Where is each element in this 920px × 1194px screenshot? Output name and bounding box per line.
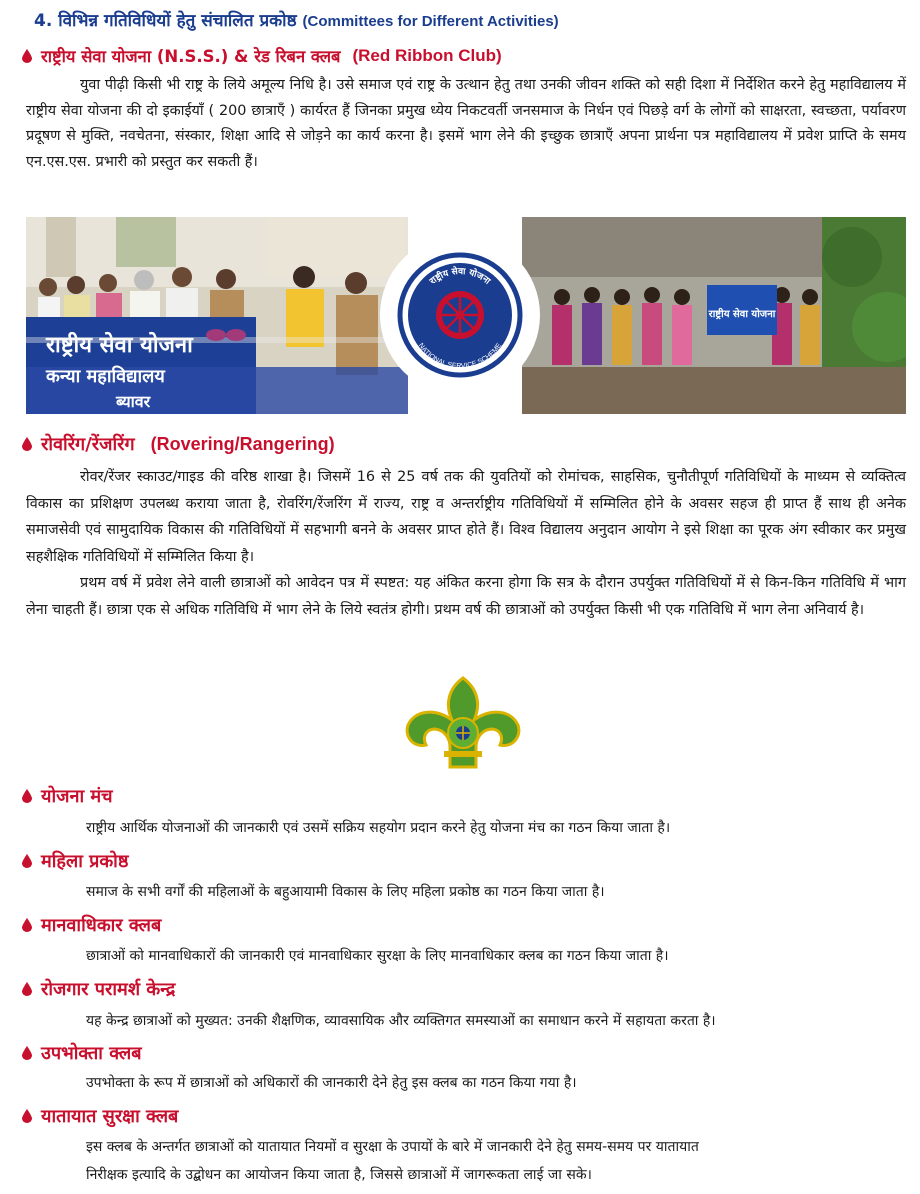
bullet-drop-icon — [22, 49, 32, 63]
banner-left-text-3: ब्यावर — [116, 392, 151, 411]
logo-text-bottom: NATIONAL SERVICE SCHEME — [416, 342, 504, 371]
bullet-drop-icon — [22, 854, 32, 868]
section-yatayat-suraksha-text-1: इस क्लब के अन्तर्गत छात्राओं को यातायात नियमों व सुरक्षा के उपायों के बारे में जानकारी देने हेतु समय-समय पर यातायात — [86, 1139, 699, 1155]
section-mahila-prakoshth-text: समाज के सभी वर्गों की महिलाओं के बहुआयामी विकास के लिए महिला प्रकोष्ठ का गठन किया जाता है। — [86, 884, 605, 900]
bullet-drop-icon — [22, 1046, 32, 1060]
bullet-drop-icon — [22, 918, 32, 932]
nss-photo-left — [26, 217, 408, 414]
section-manavadhikar-club-heading: मानवाधिकार क्लब — [22, 913, 161, 937]
section-yatayat-suraksha-text-2: निरीक्षक इत्यादि के उद्बोधन का आयोजन किया जाता है, जिससे छात्राओं में जागरूकता लाई जा सके। — [86, 1167, 592, 1183]
section-mahila-prakoshth-heading: महिला प्रकोष्ठ — [22, 849, 128, 873]
nss-photo-right — [522, 217, 906, 414]
banner-left-text-1: राष्ट्रीय सेवा योजना — [46, 333, 193, 358]
nss-heading — [22, 44, 502, 67]
page-title-hindi: 4. विभिन्न गतिविधियों हेतु संचालित प्रकोष्ठ — [34, 11, 297, 31]
section-rozgar-paramarsh-heading: रोजगार परामर्श केन्द्र — [22, 977, 175, 1001]
section-upbhokta-club-text: उपभोक्ता के रूप में छात्राओं को अधिकारों की जानकारी देने हेतु इस क्लब का गठन किया गया है। — [86, 1075, 577, 1091]
bullet-drop-icon — [22, 789, 32, 803]
logo-text-top: राष्ट्रीय सेवा योजना — [428, 266, 492, 287]
section-upbhokta-club-heading: उपभोक्ता क्लब — [22, 1041, 142, 1065]
section-rozgar-paramarsh-text: यह केन्द्र छात्राओं को मुख्यत: उनकी शैक्षणिक, व्यावसायिक और व्यक्तिगत समस्याओं का समाधान करने में सहायता करता है। — [86, 1013, 716, 1029]
section-manavadhikar-club-text: छात्राओं को मानवाधिकारों की जानकारी एवं मानवाधिकार सुरक्षा के लिए मानवाधिकार क्लब का गठन किया जाता है। — [86, 948, 669, 964]
rovering-heading-hindi: रोवरिंग/रेंजरिंग — [41, 434, 135, 455]
rovering-paragraph-2: प्रथम वर्ष में प्रवेश लेने वाली छात्राओं को आवेदन पत्र में स्पष्टत: यह अंकित करना होगा कि सत्र के दौरान उपर्युक्त गतिविधियों में से किन-किन गतिविधि में भाग लेना चाहती हैं। छात्रा एक से अधिक गतिविधि में भाग लेने के लिये स्वतंत्र होगी। प्रथम वर्ष की छात्राओं को उपर्युक्त किसी भी एक गतिविधि में भाग लेना अनिवार्य है। — [26, 575, 906, 618]
bullet-drop-icon — [22, 1109, 32, 1123]
nss-heading-hindi: राष्ट्रीय सेवा योजना (N.S.S.) & रेड रिबन क्लब — [41, 47, 341, 66]
page-title — [34, 8, 559, 31]
bullet-drop-icon — [22, 982, 32, 996]
rover-ranger-emblem — [400, 675, 526, 775]
banner-right-text: राष्ट्रीय सेवा योजना — [708, 309, 776, 320]
rovering-heading — [22, 432, 335, 456]
nss-logo — [369, 217, 551, 414]
section-yojana-manch-heading: योजना मंच — [22, 784, 113, 808]
nss-paragraph: युवा पीढ़ी किसी भी राष्ट्र के लिये अमूल्य निधि है। उसे समाज एवं राष्ट्र के उत्थान हेतु तथा उनकी जीवन शक्ति को सही दिशा में निर्देशित करने हेतु महाविद्यालय में राष्ट्रीय सेवा योजना की दो इकाईयाँ ( 200 छात्राएँ ) कार्यरत हैं जिनका प्रमुख ध्येय निकटवर्ती जनसमाज के निर्धन एवं पिछड़े वर्ग के लोगों को साक्षरता, स्वच्छता, पर्यावरण प्रदूषण से मुक्ति, नवचेतना, संस्कार, शिक्षा आदि से जोड़ने का कार्य करना है। इसमें भाग लेने की इच्छुक छात्राएँ अपना प्रार्थना पत्र महाविद्यालय में प्रवेश प्राप्ति के समय एन.एस.एस. प्रभारी को प्रस्तुत कर सकती हैं। — [26, 77, 906, 170]
rovering-heading-english: (Rovering/Rangering) — [150, 433, 335, 454]
banner-left-text-2: कन्या महाविद्यालय — [46, 366, 165, 387]
section-yatayat-suraksha-heading: यातायात सुरक्षा क्लब — [22, 1104, 178, 1128]
section-yojana-manch-text: राष्ट्रीय आर्थिक योजनाओं की जानकारी एवं उसमें सक्रिय सहयोग प्रदान करने हेतु योजना मंच का गठन किया जाता है। — [86, 820, 671, 836]
rovering-paragraph-1: रोवर/रेंजर स्काउट/गाइड की वरिष्ठ शाखा है। जिसमें 16 से 25 वर्ष तक की युवतियों को रोमांचक, साहसिक, चुनौतीपूर्ण गतिविधियों के माध्यम से व्यक्तित्व विकास का प्रशिक्षण उपलब्ध कराया जाता है, रोवरिंग/रेंजरिंग में राज्य, राष्ट्र व अन्तर्राष्ट्रीय गतिविधियों में सम्मिलित होने के अवसर सहज ही प्राप्त हैं साथ ही अनेक समाजसेवी एवं सामुदायिक विकास की गतिविधियों में सहभागी बनने के अवसर प्राप्त होते हैं। विश्व विद्यालय अनुदान आयोग ने इसे शिक्षा का पूरक अंग स्वीकार कर प्रमुख सहशैक्षिक गतिविधियों में सम्मिलित किया है। — [26, 469, 906, 565]
page-title-english: (Committees for Different Activities) — [302, 13, 559, 30]
bullet-drop-icon — [22, 437, 32, 451]
nss-heading-english: (Red Ribbon Club) — [352, 45, 502, 65]
rovering-paragraphs — [26, 464, 906, 623]
